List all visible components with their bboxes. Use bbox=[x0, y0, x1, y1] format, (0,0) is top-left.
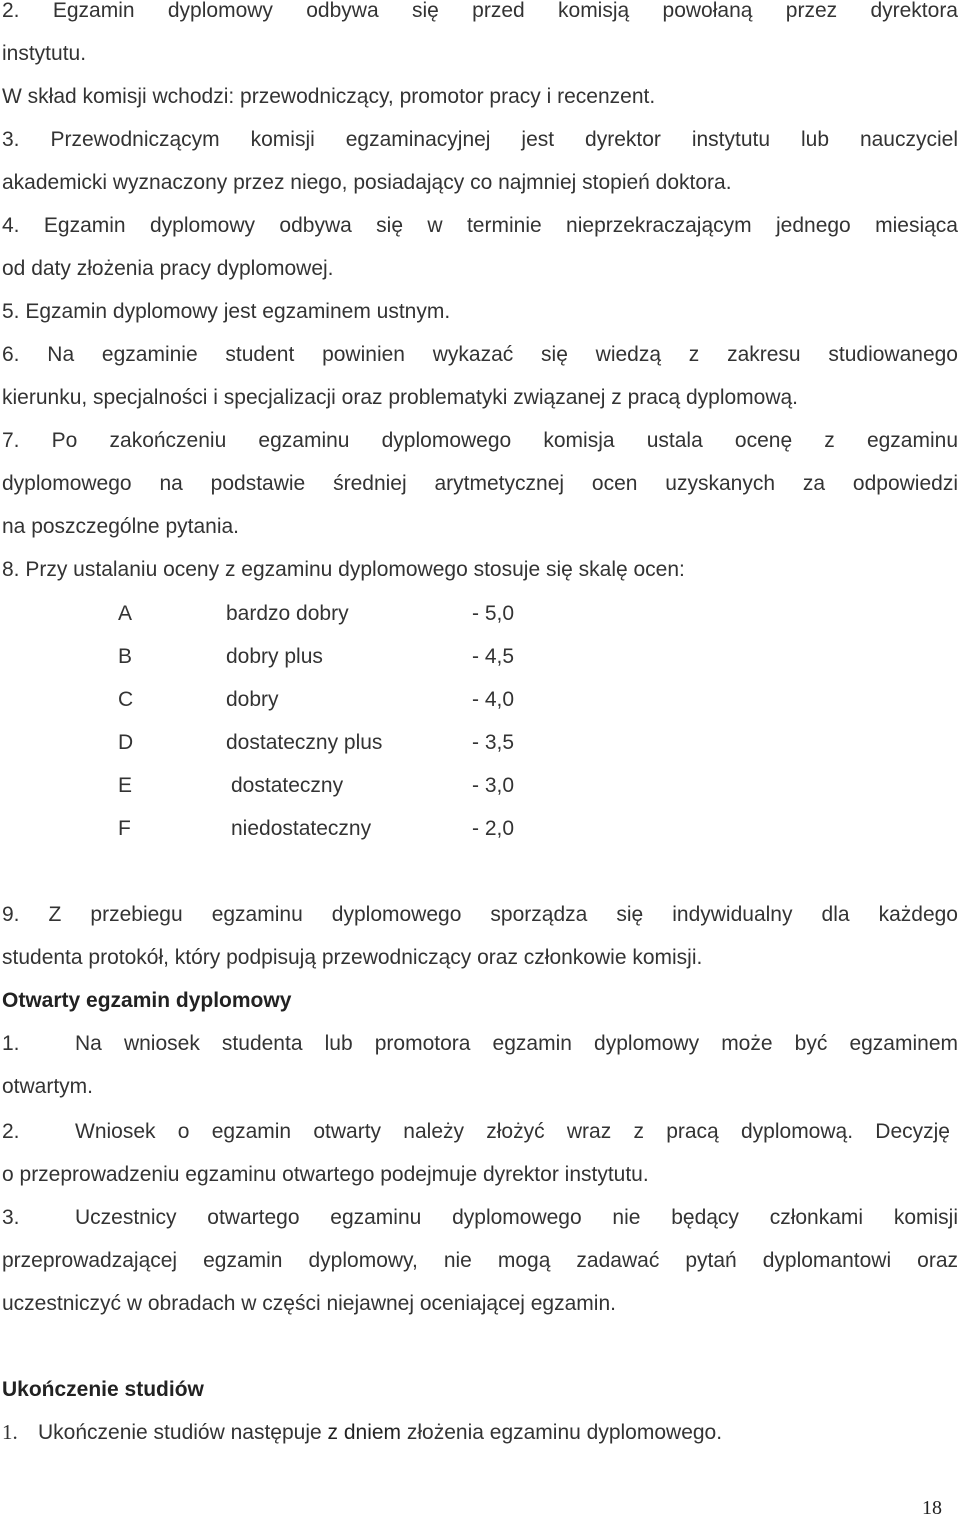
grade-name: niedostateczny bbox=[231, 817, 372, 840]
grade-name: dostateczny bbox=[231, 774, 344, 797]
paragraph-line: 5. Egzamin dyplomowy jest egzaminem ustnym. bbox=[2, 300, 451, 323]
paragraph-text: złożenia egzaminu dyplomowego. bbox=[401, 1421, 723, 1444]
grade-letter: A bbox=[118, 602, 133, 625]
paragraph-line: instytutu. bbox=[2, 42, 87, 65]
grade-value: - 3,0 bbox=[472, 774, 515, 797]
list-number: 3. bbox=[2, 1206, 20, 1229]
paragraph-line: od daty złożenia pracy dyplomowej. bbox=[2, 257, 334, 280]
paragraph-line: otwartym. bbox=[2, 1075, 94, 1098]
paragraph-line: 7. Po zakończeniu egzaminu dyplomowego komisja ustala ocenę z egzaminu bbox=[2, 429, 958, 452]
list-number: 1. bbox=[2, 1420, 18, 1444]
grade-letter: F bbox=[118, 817, 131, 840]
open-exam-item-3 bbox=[2, 1196, 958, 1239]
grade-name: dobry bbox=[226, 688, 279, 711]
grade-letter: C bbox=[118, 688, 134, 711]
paragraph-line: dyplomowego na podstawie średniej arytmetycznej ocen uzyskanych za odpowiedzi bbox=[2, 472, 958, 495]
section-heading-open-exam: Otwarty egzamin dyplomowy bbox=[2, 989, 292, 1012]
grade-name: bardzo dobry bbox=[226, 602, 349, 625]
paragraph-line: Uczestnicy otwartego egzaminu dyplomowego nie będący członkami komisji bbox=[75, 1206, 958, 1229]
paragraph-text: Ukończenie studiów następuje bbox=[38, 1421, 328, 1444]
list-number: 1. bbox=[2, 1032, 20, 1055]
page-number: 18 bbox=[922, 1497, 942, 1519]
grade-value: - 4,5 bbox=[472, 645, 515, 668]
graduation-item-1 bbox=[2, 1411, 958, 1454]
paragraph-line: uczestniczyć w obradach w części niejawnej oceniającej egzamin. bbox=[2, 1292, 616, 1315]
paragraph-line: 9. Z przebiegu egzaminu dyplomowego sporządza się indywidualny dla każdego bbox=[2, 903, 958, 926]
paragraph-line: studenta protokół, który podpisują przewodniczący oraz członkowie komisji. bbox=[2, 946, 703, 969]
paragraph-line: o przeprowadzeniu egzaminu otwartego podejmuje dyrektor instytutu. bbox=[2, 1163, 649, 1186]
paragraph-line: W skład komisji wchodzi: przewodniczący, promotor pracy i recenzent. bbox=[2, 85, 656, 108]
paragraph-line: akademicki wyznaczony przez niego, posiadający co najmniej stopień doktora. bbox=[2, 171, 732, 194]
paragraph-line: kierunku, specjalności i specjalizacji oraz problematyki związanej z pracą dyplomową. bbox=[2, 386, 799, 409]
section-heading-graduation: Ukończenie studiów bbox=[2, 1378, 204, 1401]
grade-letter: E bbox=[118, 774, 133, 797]
paragraph-line: na poszczególne pytania. bbox=[2, 515, 239, 538]
list-number: 2. bbox=[2, 1120, 20, 1143]
grade-name: dobry plus bbox=[226, 645, 323, 668]
paragraph-line: 4. Egzamin dyplomowy odbywa się w terminie nieprzekraczającym jednego miesiąca bbox=[2, 214, 958, 237]
open-exam-item-1 bbox=[2, 1022, 958, 1065]
paragraph-line: Wniosek o egzamin otwarty należy złożyć wraz z pracą dyplomową. Decyzję bbox=[75, 1120, 950, 1143]
grade-value: - 4,0 bbox=[472, 688, 515, 711]
paragraph-line: przeprowadzającej egzamin dyplomowy, nie mogą zadawać pytań dyplomantowi oraz bbox=[2, 1249, 958, 1272]
paragraph-line: 2. Egzamin dyplomowy odbywa się przed komisją powołaną przez dyrektora bbox=[2, 0, 958, 22]
grade-name: dostateczny plus bbox=[226, 731, 383, 754]
grade-value: - 3,5 bbox=[472, 731, 515, 754]
grade-value: - 5,0 bbox=[472, 602, 515, 625]
grade-letter: B bbox=[118, 645, 133, 668]
paragraph-line: 6. Na egzaminie student powinien wykazać się wiedzą z zakresu studiowanego bbox=[2, 343, 958, 366]
paragraph-line: Na wniosek studenta lub promotora egzamin dyplomowy może być egzaminem bbox=[75, 1032, 958, 1055]
grade-letter: D bbox=[118, 731, 134, 754]
paragraph-line: 8. Przy ustalaniu oceny z egzaminu dyplomowego stosuje się skalę ocen: bbox=[2, 558, 685, 581]
open-exam-item-2 bbox=[2, 1110, 958, 1153]
grade-value: - 2,0 bbox=[472, 817, 515, 840]
paragraph-line: 3. Przewodniczącym komisji egzaminacyjnej jest dyrektor instytutu lub nauczyciel bbox=[2, 128, 958, 151]
paragraph-text: z dniem bbox=[327, 1421, 402, 1444]
